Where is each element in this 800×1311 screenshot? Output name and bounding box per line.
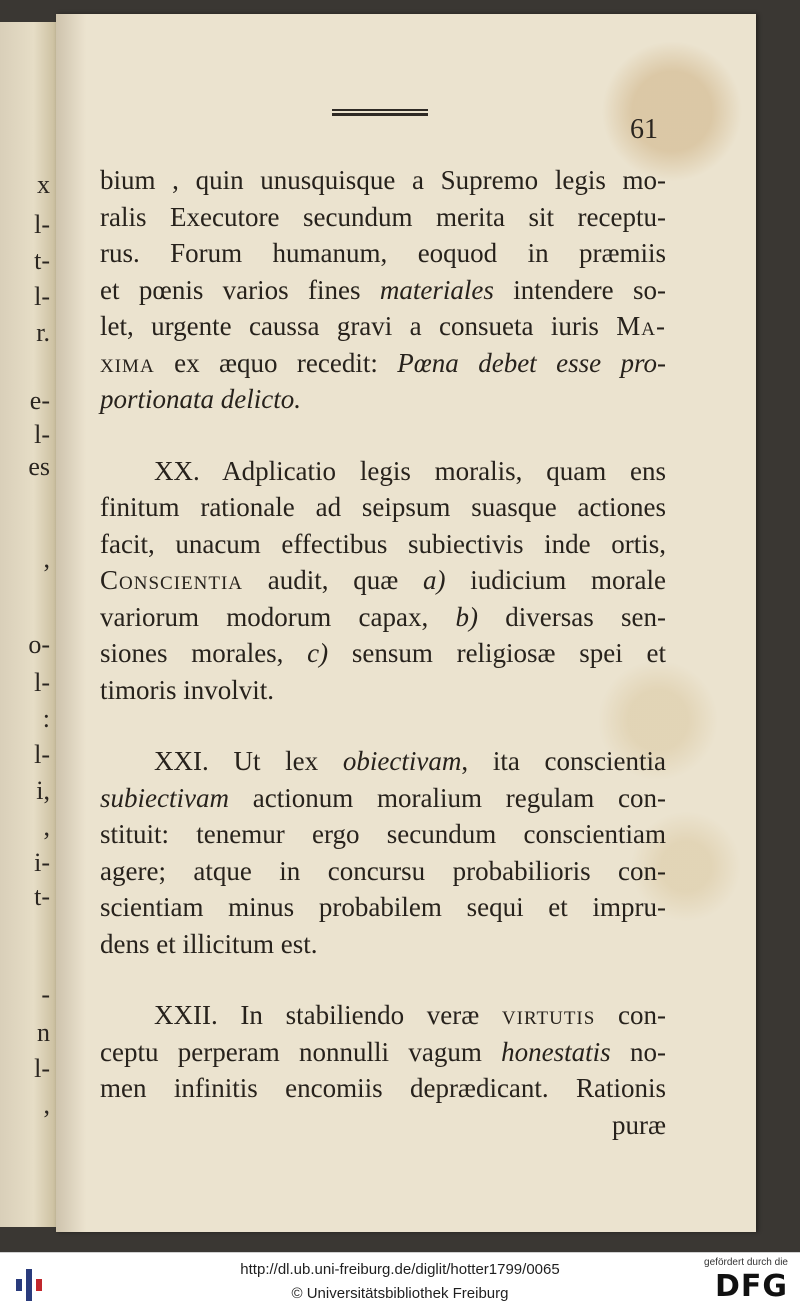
italic-run: c): [307, 638, 329, 668]
italic-run: Pœna debet esse pro-: [397, 347, 666, 378]
left-page-edge: [0, 22, 58, 1227]
small-caps-run: xima: [100, 347, 155, 378]
text-line: [100, 780, 666, 817]
book-page: [56, 14, 756, 1232]
left-fragment: l-: [34, 420, 50, 449]
left-fragment: l-: [34, 210, 50, 239]
italic-run: materiales: [379, 274, 494, 305]
text-line: [100, 1034, 666, 1071]
text-line: XX. Adplicatio legis moralis, quam ens: [154, 455, 666, 486]
paragraph-gap: [100, 418, 666, 453]
dfg-logo: DFG: [714, 1269, 788, 1304]
document-url[interactable]: http://dl.ub.uni-freiburg.de/diglit/hotter1799/0065: [240, 1261, 560, 1278]
left-fragment: i-: [34, 848, 50, 877]
italic-run: b): [455, 601, 478, 632]
page-body: [100, 162, 666, 1143]
left-fragment: n: [37, 1018, 50, 1047]
text-line: [100, 635, 666, 672]
left-fragment: r.: [36, 318, 50, 347]
italic-run: honestatis: [501, 1036, 611, 1067]
left-fragment: l-: [34, 282, 50, 311]
text-line: scientiam minus probabilem sequi et impru-: [100, 892, 666, 922]
left-fragment: e-: [29, 386, 50, 415]
text-line: finitum rationale ad seipsum suasque actiones: [100, 492, 666, 522]
text-line: stituit: tenemur ergo secundum conscientiam: [100, 819, 666, 849]
left-fragment: l-: [34, 668, 50, 697]
text-run: XXII. In stabiliendo veræ: [154, 1000, 502, 1030]
text-run: iudicium morale: [445, 565, 667, 595]
text-run: variorum modorum capax,: [100, 601, 456, 632]
italic-run: subiectivam: [100, 782, 229, 813]
text-line: facit, unacum effectibus subiectivis inde ortis,: [100, 528, 666, 559]
text-run: et pœnis varios fines: [100, 274, 380, 305]
text-run: diversas sen-: [477, 601, 666, 632]
page-number: 61: [630, 114, 658, 145]
left-fragment: l-: [34, 740, 50, 769]
text-run: audit, quæ: [243, 565, 424, 595]
text-line: [100, 272, 666, 309]
small-caps-run: Ma-: [616, 311, 666, 341]
italic-run: obiectivam: [342, 746, 462, 776]
funding-note: gefördert durch die: [704, 1257, 788, 1268]
left-fragment: t-: [34, 246, 50, 275]
text-run: ceptu perperam nonnulli vagum: [100, 1036, 502, 1067]
text-run: XXI. Ut lex: [154, 746, 343, 776]
text-line: bium , quin unusquisque a Supremo legis mo-: [100, 165, 666, 195]
catchword: puræ: [612, 1109, 666, 1140]
text-line: agere; atque in concursu probabilioris con-: [100, 855, 666, 886]
paragraph-gap: [100, 708, 666, 743]
text-run: con-: [595, 1000, 667, 1030]
header-rule: [332, 109, 428, 116]
text-line: [100, 997, 666, 1034]
small-caps-run: virtutis: [501, 1000, 596, 1030]
left-fragment: t-: [34, 882, 50, 911]
text-run: intendere so-: [493, 274, 666, 305]
paragraph-gap: [100, 962, 666, 997]
left-fragment: i,: [36, 776, 50, 805]
text-run: actionum moralium regulam con-: [228, 782, 666, 813]
text-line: dens et illicitum est.: [100, 928, 318, 959]
text-run: ex æquo recedit:: [154, 347, 398, 378]
text-run: no-: [610, 1036, 666, 1067]
text-line: [100, 345, 666, 382]
text-run: siones morales,: [100, 638, 308, 668]
left-fragment: -: [41, 980, 50, 1009]
viewer-footer: [0, 1252, 800, 1311]
small-caps-run: Conscientia: [100, 565, 243, 595]
left-fragment: l-: [34, 1054, 50, 1083]
text-run: let, urgente caussa gravi a consueta iuris: [100, 311, 617, 341]
text-line: rus. Forum humanum, eoquod in præmiis: [100, 238, 666, 268]
text-line: [100, 599, 666, 636]
text-line: portionata delicto.: [100, 384, 301, 414]
text-line: ralis Executore secundum merita sit receptu-: [100, 201, 666, 232]
text-line: [100, 743, 666, 780]
left-fragment: ,: [43, 544, 50, 573]
left-fragment: es: [28, 452, 50, 481]
left-fragment: x: [37, 170, 50, 199]
copyright-notice: © Universitätsbibliothek Freiburg: [291, 1285, 509, 1302]
text-line: men infinitis encomiis deprædicant. Rationis: [100, 1073, 666, 1103]
italic-run: a): [423, 565, 446, 595]
text-run: , ita conscientia: [461, 746, 666, 776]
left-fragment: :: [42, 704, 50, 733]
left-fragment: o-: [28, 630, 50, 659]
left-fragment: ,: [43, 1090, 50, 1119]
text-run: sensum religiosæ spei et: [328, 638, 666, 668]
text-line: [100, 308, 666, 345]
left-fragment: ,: [43, 812, 50, 841]
text-line: [100, 562, 666, 599]
text-line: timoris involvit.: [100, 674, 275, 705]
